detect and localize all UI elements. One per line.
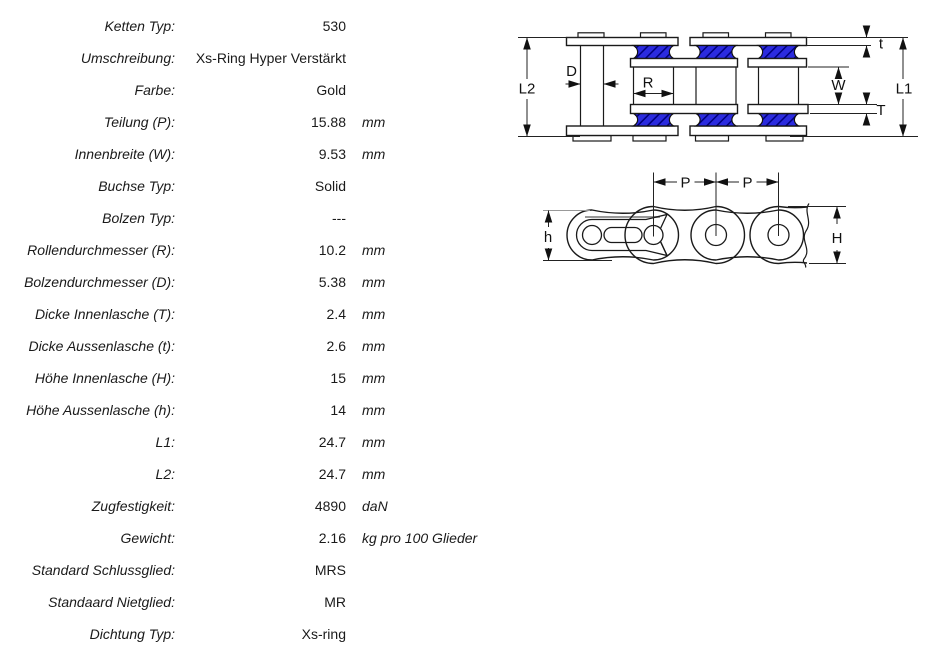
dim-label-P1: P [680, 174, 691, 192]
spec-unit: mm [362, 466, 386, 482]
spec-value: --- [332, 210, 346, 226]
spec-label: Standard Schlussglied: [31, 562, 175, 578]
dim-label-t: t [878, 35, 884, 53]
dim-label-T: T [876, 102, 886, 119]
spec-row [0, 458, 520, 490]
spec-unit: mm [362, 114, 386, 130]
spec-value: MRS [314, 562, 346, 578]
dim-label-W: W [831, 77, 846, 94]
spec-value: Xs-ring [301, 626, 346, 642]
spec-row [0, 202, 520, 234]
spec-label: Zugfestigkeit: [91, 498, 175, 514]
spec-label: Standaard Nietglied: [48, 594, 175, 610]
spec-row [0, 10, 520, 42]
spec-value: 9.53 [318, 146, 346, 162]
dim-label-h: h [543, 229, 553, 246]
spec-row [0, 522, 520, 554]
spec-value: MR [324, 594, 346, 610]
clip-slot [604, 228, 642, 243]
spec-row [0, 298, 520, 330]
spec-label: Umschreibung: [80, 50, 175, 66]
dim-label-P2: P [742, 174, 753, 192]
spec-unit: mm [362, 274, 386, 290]
spec-unit: mm [362, 338, 386, 354]
spec-unit: mm [362, 146, 386, 162]
spec-label: L1: [155, 434, 175, 450]
spec-value: 5.38 [318, 274, 346, 290]
spec-value: 15.88 [310, 114, 346, 130]
spec-row [0, 554, 520, 586]
dim-label-R: R [642, 74, 654, 92]
spec-label: Bolzendurchmesser (D): [24, 274, 175, 290]
spec-value: 530 [322, 18, 346, 34]
spec-label: Dicke Innenlasche (T): [34, 306, 175, 322]
spec-row [0, 330, 520, 362]
spec-row [0, 394, 520, 426]
spec-label: Innenbreite (W): [74, 146, 175, 162]
spec-row [0, 586, 520, 618]
spec-unit: mm [362, 306, 386, 322]
spec-row [0, 490, 520, 522]
spec-value: 4890 [314, 498, 346, 514]
spec-table [0, 10, 520, 650]
spec-row [0, 618, 520, 650]
dim-label-L1: L1 [895, 80, 913, 98]
top-view-diagram [518, 27, 918, 142]
spec-unit: mm [362, 402, 386, 418]
spec-label: Gewicht: [120, 530, 175, 546]
spec-unit: mm [362, 434, 386, 450]
spec-unit: mm [362, 242, 386, 258]
spec-row [0, 426, 520, 458]
spec-row [0, 138, 520, 170]
spec-value: 2.6 [326, 338, 346, 354]
connecting-pin [581, 46, 604, 127]
spec-value: Solid [314, 178, 346, 194]
spec-label: Dicke Aussenlasche (t): [28, 338, 175, 354]
spec-row [0, 170, 520, 202]
side-view-diagram [543, 173, 846, 268]
chain-drawing-svg [505, 15, 927, 315]
spec-value: 24.7 [318, 466, 346, 482]
spec-label: Dichtung Typ: [89, 626, 175, 642]
spec-row [0, 74, 520, 106]
spec-value: 14 [330, 402, 346, 418]
spec-unit: mm [362, 370, 386, 386]
spec-value: 24.7 [318, 434, 346, 450]
spec-value: 10.2 [318, 242, 346, 258]
break-line [803, 204, 809, 268]
chain-technical-drawing [505, 15, 927, 315]
spec-label: L2: [155, 466, 175, 482]
spec-label: Farbe: [134, 82, 175, 98]
spec-value: Gold [316, 82, 346, 98]
spec-label: Bolzen Typ: [102, 210, 175, 226]
spec-unit: kg pro 100 Glieder [362, 530, 478, 546]
dim-label-D: D [566, 63, 577, 80]
spec-value: 2.4 [326, 306, 346, 322]
spec-value: 15 [330, 370, 346, 386]
spec-value: Xs-Ring Hyper Verstärkt [195, 50, 346, 66]
spec-label: Buchse Typ: [98, 178, 175, 194]
inner-plates [631, 59, 809, 114]
spec-row [0, 362, 520, 394]
spec-row [0, 106, 520, 138]
spec-row [0, 42, 520, 74]
spec-label: Höhe Innenlasche (H): [34, 370, 175, 386]
spec-unit: daN [362, 498, 388, 514]
spec-label: Teilung (P): [103, 114, 175, 130]
spec-label: Höhe Aussenlasche (h): [26, 402, 175, 418]
spec-label: Rollendurchmesser (R): [27, 242, 175, 258]
dim-label-L2: L2 [518, 80, 536, 98]
rollers [634, 67, 799, 105]
spec-row [0, 234, 520, 266]
spec-value: 2.16 [318, 530, 346, 546]
spec-row [0, 266, 520, 298]
dim-label-H: H [831, 230, 843, 247]
spec-label: Ketten Typ: [104, 18, 175, 34]
